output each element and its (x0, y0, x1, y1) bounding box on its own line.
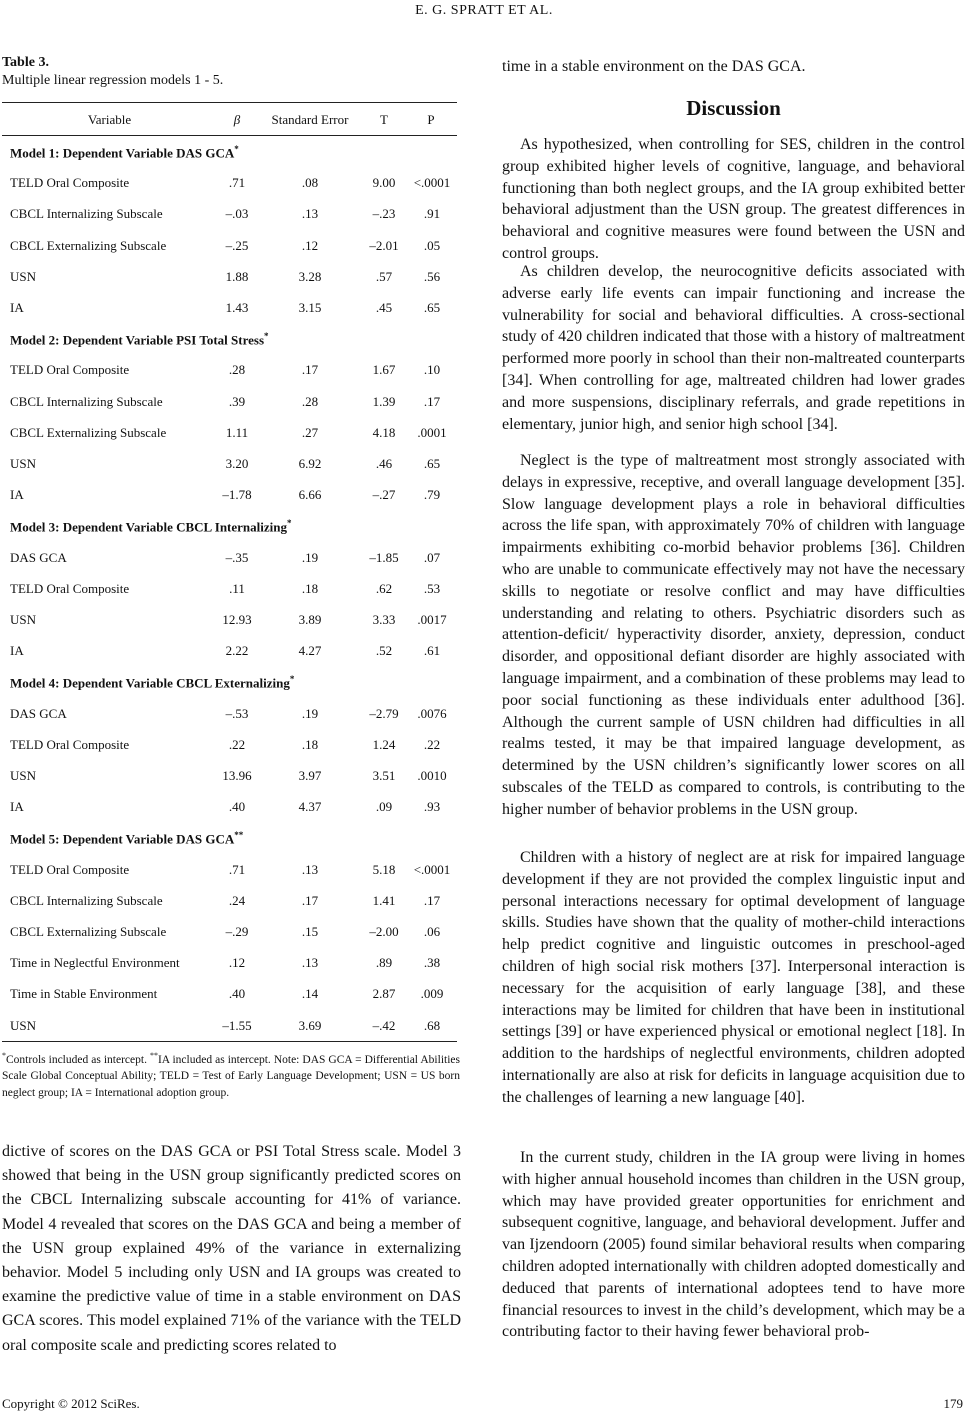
cell-t: –.27 (372, 487, 396, 503)
model-heading-text: Model 5: Dependent Variable DAS GCA (10, 831, 235, 847)
cell-t: .45 (375, 300, 393, 315)
cell-beta: .22 (228, 736, 246, 752)
table-row (2, 425, 457, 443)
cell-p: .0017 (417, 612, 447, 627)
cell-p: .10 (423, 362, 441, 378)
cell-variable: CBCL Externalizing Subscale (10, 924, 167, 939)
cell-standard-error: .12 (301, 237, 319, 253)
cell-t: 1.39 (372, 393, 396, 409)
cell-t: .57 (375, 268, 393, 284)
cell-p: .009 (420, 986, 444, 1002)
cell-variable: USN (10, 268, 37, 284)
cell-beta: 13.96 (222, 768, 252, 783)
cell-p: <.0001 (413, 175, 451, 191)
cell-t: 4.18 (372, 424, 396, 440)
table-row (2, 893, 457, 911)
table-row (2, 456, 457, 474)
model-heading-footnote-mark: * (289, 674, 295, 685)
table-number: Table 3. (2, 55, 49, 70)
cell-p: .17 (423, 393, 441, 409)
cell-standard-error: 3.28 (298, 268, 322, 284)
cell-t: 5.18 (372, 861, 396, 877)
cell-variable: TELD Oral Composite (10, 175, 130, 191)
cell-t: .52 (375, 643, 393, 659)
cell-p: .06 (423, 924, 441, 939)
cell-standard-error: .18 (301, 736, 319, 752)
cell-standard-error: 3.69 (298, 1017, 322, 1033)
cell-beta: .12 (228, 955, 246, 971)
table-row (2, 362, 457, 380)
table-row (2, 737, 457, 755)
cell-t: 3.33 (372, 612, 396, 627)
cell-t: 1.24 (372, 736, 396, 752)
cell-p: .0001 (417, 424, 447, 440)
cell-t: 3.51 (372, 768, 396, 783)
cell-p: .0076 (417, 705, 447, 721)
cell-p: .93 (423, 799, 441, 815)
cell-standard-error: .17 (301, 362, 319, 378)
col-header-p: P (427, 112, 435, 127)
cell-beta: –.25 (225, 237, 249, 253)
cell-beta: 3.20 (225, 456, 249, 471)
note-mark-double: ** (149, 1051, 158, 1060)
table-row (2, 1018, 457, 1036)
cell-standard-error: .08 (301, 175, 319, 191)
cell-beta: 1.88 (225, 268, 249, 284)
cell-beta: 2.22 (225, 643, 249, 659)
cell-standard-error: .15 (301, 924, 319, 939)
col-header-beta: β (233, 112, 241, 127)
table-row (2, 612, 457, 630)
cell-beta: –1.55 (222, 1017, 252, 1033)
cell-variable: IA (10, 300, 24, 315)
cell-t: –.42 (372, 1017, 396, 1033)
cell-variable: CBCL Externalizing Subscale (10, 424, 167, 440)
cell-beta: –.53 (225, 705, 249, 721)
cell-p: .65 (423, 300, 441, 315)
cell-standard-error: 6.92 (298, 456, 322, 471)
cell-standard-error: .17 (301, 892, 319, 908)
cell-beta: .24 (228, 892, 246, 908)
model-heading (10, 518, 292, 535)
model-heading-footnote-mark: * (234, 144, 239, 154)
cell-standard-error: .13 (301, 206, 319, 222)
table-row (2, 487, 457, 505)
cell-t: .62 (375, 580, 393, 596)
footer-page-number: 179 (943, 1396, 963, 1411)
cell-beta: –.03 (225, 206, 249, 222)
cell-standard-error: .28 (301, 393, 319, 409)
discussion-paragraph-4: Children with a history of neglect are at risk for impaired language development if they are not provided the complex linguistic input and personal interactions necessary for optimal development of language skills. Studies have shown that the quality of mother-child interactions help predict cognitive and linguistic outcomes in preschool-aged children of high social risk mothers [37]. Interpersonal interaction is necessary for the acquisition of early language [38], and these interactions may be limited for children that have been in institutional settings [39] or have experienced physical or emotional neglect [18]. In addition to the hardships of neglectful environments, children adopted internationally are also at risk for deficits in language acquisition due to the challenges of learning a new language [40]. (502, 849, 965, 1106)
model-heading (10, 674, 294, 691)
table-row (2, 175, 457, 193)
cell-standard-error: 4.27 (298, 643, 322, 659)
cell-variable: TELD Oral Composite (10, 580, 130, 596)
cell-p: .05 (423, 237, 441, 253)
cell-p: .22 (423, 736, 441, 752)
table-row (2, 581, 457, 599)
model-heading-text: Model 4: Dependent Variable CBCL Externalizing (10, 675, 290, 691)
cell-beta: .71 (228, 175, 246, 191)
cell-beta: .28 (228, 362, 246, 378)
cell-variable: Time in Stable Environment (10, 986, 158, 1002)
table-row (2, 300, 457, 318)
cell-beta: .39 (228, 393, 246, 409)
note-mark-single: * (2, 1051, 6, 1060)
cell-variable: TELD Oral Composite (10, 362, 130, 378)
col-header-variable: Variable (87, 112, 132, 127)
table-row (2, 394, 457, 412)
cell-beta: .11 (229, 580, 245, 596)
body-paragraph-left: dictive of scores on the DAS GCA or PSI Total Stress scale. Model 3 showed that being in the USN group significantly predicted scores on the CBCL Internalizing subscale accounting for 41% of variance. Model 4 revealed that scores on the DAS GCA and being a member of the USN group explained 49% of the variance in externalizing behavior. Model 5 including only USN and IA groups was created to examine the predictive value of time in a stable environment on DAS GCA scores. This model explained 71% of the variance with the TELD oral composite scale and predicting scores related to (2, 1143, 461, 1354)
cell-standard-error: .13 (301, 861, 319, 877)
note-text-2: IA included as intercept. Note: DAS GCA = Differential Abilities Scale Global Conceptual Ability; TELD = Test of Early Language Development; USN = US born neglect group; IA = International adoption group. (2, 1053, 460, 1099)
cell-variable: TELD Oral Composite (10, 736, 130, 752)
table-header-rule (2, 135, 457, 136)
note-text-1: Controls included as intercept. (6, 1053, 150, 1066)
cell-beta: .40 (228, 799, 246, 815)
cell-standard-error: .14 (301, 986, 319, 1002)
cell-t: –2.01 (369, 237, 399, 253)
cell-variable: IA (10, 643, 24, 659)
discussion-paragraph-3: Neglect is the type of maltreatment most strongly associated with delays in expressive, receptive, and overall language development [35]. Slow language development plays a role in behavioral difficulties across the life span, with approximately 70% of children with language impairments exhibiting co-morbid behavior problems [36]. Children who are unable to communicate effectively may not have the necessary skills to negotiate or resolve conflict and may have difficulties understanding and relating to others. Psychiatric disorders such as attention-deficit/ hyperactivity disorder, anxiety, depression, conduct disorder, and oppositional defiant disorder are highly associated with language impairment, and a combination of these problems may lead to poor social functioning as these individuals enter adulthood [36]. Although the current sample of USN children had difficulties in all realms tested, it may be that impaired language development, as determined by the USN children’s significantly lower scores on all subscales of the TELD as compared to controls, is contributing to the higher number of behavior problems in the USN group. (502, 452, 965, 818)
cell-variable: IA (10, 799, 24, 815)
cell-variable: CBCL Internalizing Subscale (10, 393, 163, 409)
cell-beta: 1.43 (225, 300, 249, 315)
cell-p: .65 (423, 456, 441, 471)
model-heading-text: Model 3: Dependent Variable CBCL Internalizing (10, 519, 287, 535)
cell-variable: DAS GCA (10, 705, 67, 721)
cell-variable: USN (10, 456, 37, 471)
cell-beta: –.35 (225, 549, 249, 565)
running-header: E. G. SPRATT ET AL. (415, 3, 553, 18)
discussion-paragraph-5: In the current study, children in the IA group were living in homes with higher annual household incomes than children in the USN group, which may have provided greater opportunities for enrichment and subsequent cognitive, language, and behavioral development. Juffer and van Ijzendoorn (2005) found similar behavioral results when comparing children adopted internationally with children adopted domestically and deduced that parents of international adoptees tend to have more financial resources to invest in the child’s development, which may be a contributing factor to their having fewer behavioral prob- (502, 1149, 965, 1341)
model-heading (10, 144, 239, 161)
cell-variable: USN (10, 768, 37, 783)
cell-t: –.23 (372, 206, 396, 222)
table-row (2, 986, 457, 1004)
cell-variable: CBCL Internalizing Subscale (10, 206, 163, 222)
cell-beta: –1.78 (222, 487, 252, 503)
cell-p: .07 (423, 549, 441, 565)
section-title-discussion: Discussion (686, 96, 781, 120)
cell-variable: DAS GCA (10, 549, 67, 565)
cell-p: .53 (423, 580, 441, 596)
cell-t: 9.00 (372, 175, 396, 191)
model-heading-footnote-mark: * (264, 331, 269, 342)
table-row (2, 862, 457, 880)
table-title: Multiple linear regression models 1 - 5. (2, 73, 224, 88)
table-row (2, 799, 457, 817)
table-row (2, 269, 457, 287)
cell-p: .17 (423, 892, 441, 908)
table-header-row (2, 112, 457, 132)
cell-p: .79 (423, 487, 441, 503)
model-heading-text: Model 2: Dependent Variable PSI Total Stress (10, 332, 265, 348)
cell-standard-error: .18 (301, 580, 319, 596)
cell-variable: CBCL Internalizing Subscale (10, 892, 163, 908)
cell-p: .61 (423, 643, 441, 659)
body-continuation-line: time in a stable environment on the DAS GCA. (502, 58, 806, 75)
table-row (2, 206, 457, 224)
cell-standard-error: .19 (301, 705, 319, 721)
cell-p: .0010 (417, 768, 447, 783)
cell-beta: 1.11 (225, 424, 249, 440)
cell-t: .46 (375, 456, 393, 471)
cell-t: –2.00 (369, 924, 399, 939)
cell-beta: .40 (228, 986, 246, 1002)
cell-variable: CBCL Externalizing Subscale (10, 237, 167, 253)
cell-variable: IA (10, 487, 24, 503)
table-row (2, 643, 457, 661)
cell-standard-error: 3.97 (298, 768, 322, 783)
model-heading (10, 331, 269, 348)
cell-variable: TELD Oral Composite (10, 861, 130, 877)
cell-t: 1.41 (372, 892, 396, 908)
cell-standard-error: 6.66 (298, 487, 322, 503)
cell-standard-error: .27 (301, 424, 319, 440)
cell-standard-error: .19 (301, 549, 319, 565)
cell-t: .09 (375, 799, 393, 815)
cell-standard-error: 3.89 (298, 612, 322, 627)
cell-t: 1.67 (372, 362, 396, 378)
col-header-t: T (380, 112, 388, 127)
table-row (2, 768, 457, 786)
model-heading-footnote-mark: * (287, 518, 292, 529)
cell-p: <.0001 (413, 861, 451, 877)
cell-p: .68 (423, 1017, 441, 1033)
cell-beta: 12.93 (222, 612, 252, 627)
cell-standard-error: .13 (301, 955, 319, 971)
table-row (2, 238, 457, 256)
table-row (2, 924, 457, 942)
cell-standard-error: 3.15 (298, 300, 322, 315)
model-heading-text: Model 1: Dependent Variable DAS GCA (10, 145, 235, 161)
cell-p: .38 (423, 955, 441, 971)
table-row (2, 706, 457, 724)
cell-t: –2.79 (369, 705, 399, 721)
table-row (2, 955, 457, 973)
discussion-paragraph-1: As hypothesized, when controlling for SES, children in the control group exhibited higher levels of cognitive, language, and behavioral functioning than both neglect groups, and the IA group exhibited better behavioral adjustment than the USN group. The greatest differences in behavioral and cognitive measures were found between the USN and control groups. (502, 136, 965, 262)
cell-t: –1.85 (369, 549, 399, 565)
footer-copyright: Copyright © 2012 SciRes. (2, 1396, 140, 1411)
cell-beta: .71 (228, 861, 246, 877)
cell-p: .91 (423, 206, 441, 222)
cell-t: .89 (375, 955, 393, 971)
cell-t: 2.87 (372, 986, 396, 1002)
cell-beta: –.29 (225, 924, 249, 939)
table-bottom-rule (2, 1041, 457, 1042)
model-heading (10, 830, 243, 847)
cell-p: .56 (423, 268, 441, 284)
cell-variable: USN (10, 1017, 37, 1033)
cell-standard-error: 4.37 (298, 799, 322, 815)
discussion-paragraph-2: As children develop, the neurocognitive deficits associated with adverse early life events can impair functioning and increase the vulnerability for social and behavioral difficulties. A cross-sectional study of 420 children indicated that those with a history of maltreatment performed more poorly in school than their non-maltreated counterparts [34]. When controlling for age, maltreated children had lower grades and more suspensions, disciplinary referrals, and grade repetitions in elementary, junior high, and senior high school [34]. (502, 263, 965, 433)
table-row (2, 550, 457, 568)
cell-variable: Time in Neglectful Environment (10, 955, 180, 971)
col-header-standard-error: Standard Error (271, 112, 349, 127)
model-heading-footnote-mark: ** (234, 830, 244, 841)
cell-variable: USN (10, 612, 37, 627)
table-note (2, 1048, 460, 1101)
table-top-rule (2, 102, 457, 103)
